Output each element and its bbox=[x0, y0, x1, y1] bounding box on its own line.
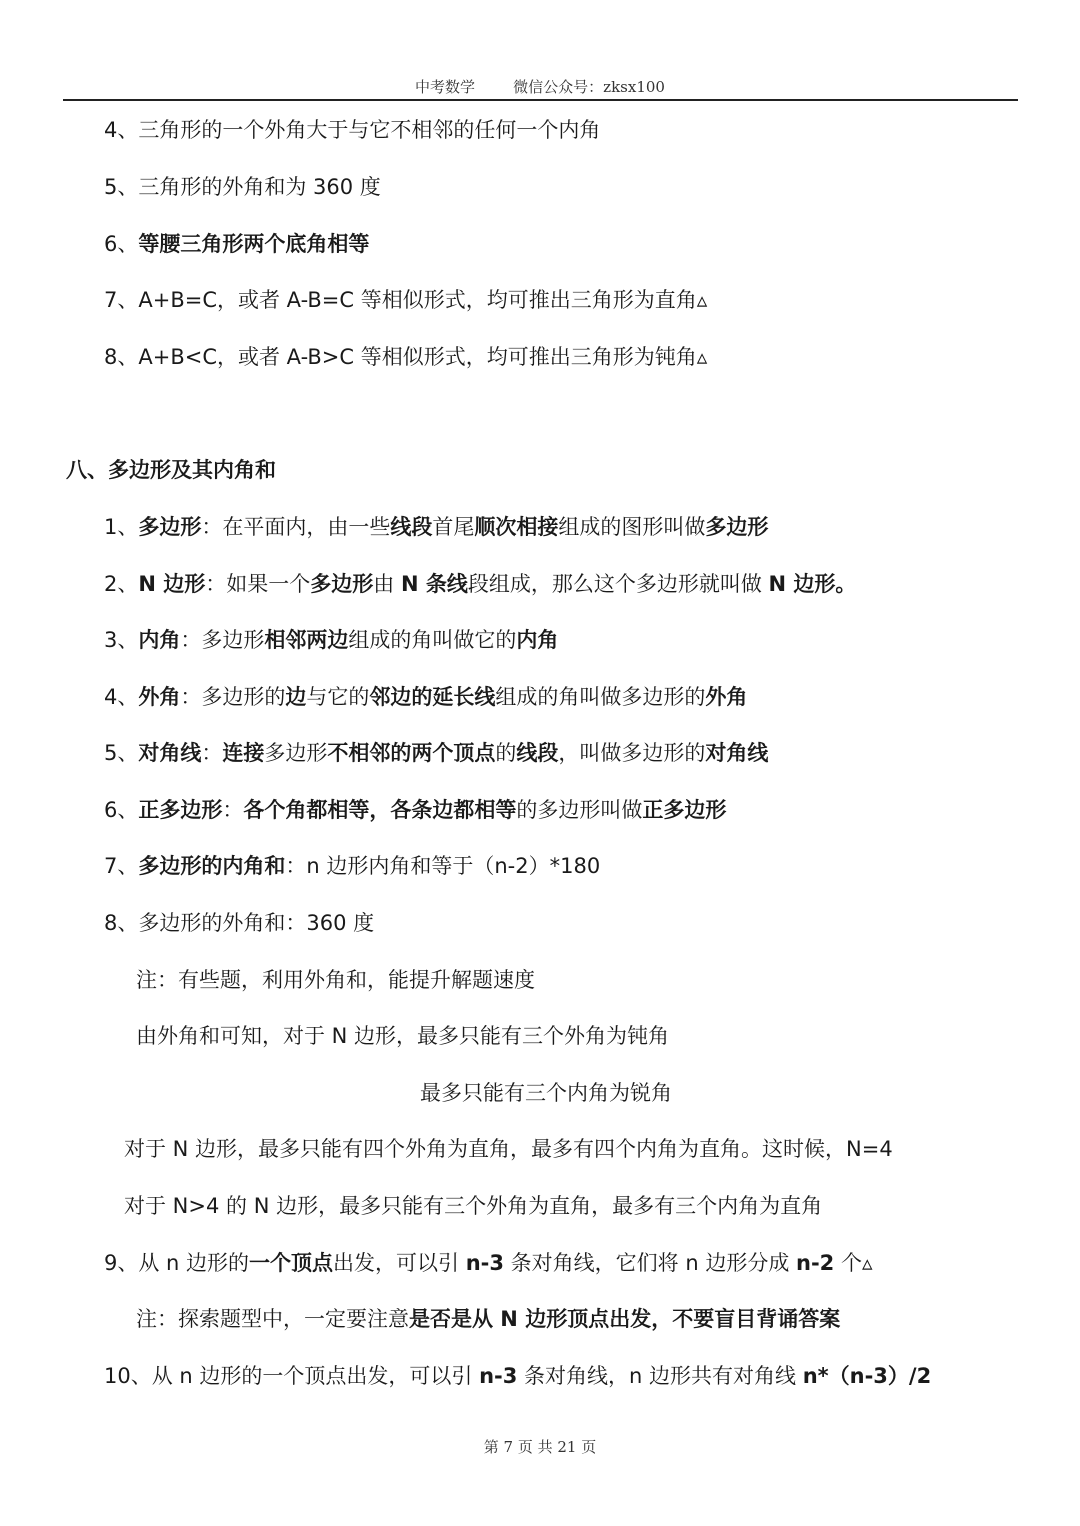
bold-text: 连接 bbox=[222, 741, 265, 765]
text-segment: 3、 bbox=[104, 628, 139, 652]
note-line bbox=[136, 1305, 840, 1333]
text-segment: 6、 bbox=[104, 232, 139, 256]
text-segment: 2、 bbox=[104, 572, 139, 596]
bold-text: 八、多边形及其内角和 bbox=[66, 458, 276, 482]
text-segment: 4、三角形的一个外角大于与它不相邻的任何一个内角 bbox=[104, 118, 601, 142]
text-segment: 条对角线，它们将 n 边形分成 bbox=[504, 1251, 797, 1275]
text-line bbox=[124, 1192, 822, 1220]
text-segment: 注：有些题，利用外角和，能提升解题速度 bbox=[136, 968, 535, 992]
text-line bbox=[104, 513, 768, 541]
bold-text: N 边形。 bbox=[768, 572, 857, 596]
bold-text: 内角 bbox=[516, 628, 559, 652]
text-segment: ，叫做多边形的 bbox=[558, 741, 706, 765]
text-segment: 9、从 n 边形的 bbox=[104, 1251, 250, 1275]
bold-text: 边 bbox=[285, 685, 307, 709]
text-line bbox=[104, 683, 747, 711]
text-segment: 首尾 bbox=[432, 515, 475, 539]
text-segment: 与它的 bbox=[306, 685, 370, 709]
text-segment: 由 bbox=[373, 572, 401, 596]
text-line bbox=[124, 1135, 893, 1163]
bold-text: 各个角都相等，各条边都相等 bbox=[243, 798, 517, 822]
text-segment: 4、 bbox=[104, 685, 139, 709]
bold-text: 多边形的内角和 bbox=[138, 854, 286, 878]
text-line bbox=[104, 570, 856, 598]
bold-text: 外角 bbox=[138, 685, 181, 709]
text-segment: 组成的角叫做它的 bbox=[348, 628, 517, 652]
text-segment: ：n 边形内角和等于（n-2）*180 bbox=[285, 854, 601, 878]
text-segment: 10、从 n 边形的一个顶点出发，可以引 bbox=[104, 1364, 480, 1388]
bold-text: N 边形 bbox=[138, 572, 206, 596]
bold-text: n-3 bbox=[479, 1364, 518, 1388]
text-segment: 个▵ bbox=[834, 1251, 873, 1275]
text-segment: 条对角线，n 边形共有对角线 bbox=[517, 1364, 803, 1388]
bold-text: 外角 bbox=[705, 685, 748, 709]
text-segment: 5、三角形的外角和为 360 度 bbox=[104, 175, 381, 199]
text-line bbox=[104, 1249, 873, 1277]
page-header: 中考数学 微信公众号：zksx100 bbox=[415, 78, 665, 96]
text-segment: ： bbox=[201, 741, 223, 765]
text-segment: 组成的角叫做多边形的 bbox=[495, 685, 706, 709]
bold-text: 线段 bbox=[390, 515, 433, 539]
text-segment: 多边形 bbox=[264, 741, 328, 765]
text-segment: 注：探索题型中，一定要注意 bbox=[136, 1307, 409, 1331]
text-segment: 5、 bbox=[104, 741, 139, 765]
bold-text: n*（n-3）/2 bbox=[802, 1364, 932, 1388]
page-footer: 第 7 页 共 21 页 bbox=[483, 1438, 597, 1456]
text-line bbox=[104, 909, 374, 937]
text-line bbox=[136, 1022, 669, 1050]
bold-text: 对角线 bbox=[138, 741, 202, 765]
bold-text: 正多边形 bbox=[138, 798, 223, 822]
text-segment: 组成的图形叫做 bbox=[558, 515, 706, 539]
text-segment: 出发，可以引 bbox=[333, 1251, 466, 1275]
text-line bbox=[104, 173, 381, 201]
text-segment: 7、A+B=C，或者 A-B=C 等相似形式，均可推出三角形为直角▵ bbox=[104, 288, 708, 312]
text-segment: ：在平面内，由一些 bbox=[201, 515, 391, 539]
note-line bbox=[136, 966, 535, 994]
text-line bbox=[104, 796, 726, 824]
text-segment: 8、多边形的外角和：360 度 bbox=[104, 911, 375, 935]
bold-text: 多边形 bbox=[138, 515, 202, 539]
text-line bbox=[420, 1079, 672, 1107]
bold-text: n-3 bbox=[465, 1251, 504, 1275]
text-segment: ：多边形的 bbox=[180, 685, 286, 709]
bold-text: 多边形 bbox=[310, 572, 374, 596]
text-segment: 对于 N 边形，最多只能有四个外角为直角，最多有四个内角为直角。这时候，N=4 bbox=[124, 1137, 893, 1161]
text-line bbox=[104, 1362, 931, 1390]
text-line bbox=[104, 626, 558, 654]
bold-text: 一个顶点 bbox=[249, 1251, 334, 1275]
text-segment: 8、A+B<C，或者 A-B>C 等相似形式，均可推出三角形为钝角▵ bbox=[104, 345, 708, 369]
text-segment: 最多只能有三个内角为锐角 bbox=[420, 1081, 672, 1105]
bold-text: 线段 bbox=[516, 741, 559, 765]
text-line bbox=[104, 230, 369, 258]
text-line bbox=[104, 739, 768, 767]
bold-text: 等腰三角形两个底角相等 bbox=[138, 232, 370, 256]
bold-text: 多边形 bbox=[705, 515, 769, 539]
bold-text: 内角 bbox=[138, 628, 181, 652]
bold-text: n-2 bbox=[796, 1251, 835, 1275]
bold-text: 邻边的延长线 bbox=[369, 685, 496, 709]
text-segment: ：多边形 bbox=[180, 628, 265, 652]
text-segment: 1、 bbox=[104, 515, 139, 539]
text-line bbox=[104, 286, 707, 314]
bold-text: 顺次相接 bbox=[474, 515, 559, 539]
header-divider bbox=[63, 99, 1018, 101]
text-segment: 6、 bbox=[104, 798, 139, 822]
bold-text: 是否是从 N 边形顶点出发，不要盲目背诵答案 bbox=[409, 1307, 841, 1331]
text-segment: 段组成，那么这个多边形就叫做 bbox=[467, 572, 769, 596]
text-segment: ：如果一个 bbox=[205, 572, 311, 596]
bold-text: 正多边形 bbox=[642, 798, 727, 822]
text-line bbox=[104, 343, 707, 371]
text-line bbox=[104, 852, 600, 880]
bold-text: 对角线 bbox=[705, 741, 769, 765]
bold-text: 相邻两边 bbox=[264, 628, 349, 652]
bold-text: 不相邻的两个顶点 bbox=[327, 741, 496, 765]
text-segment: 对于 N>4 的 N 边形，最多只能有三个外角为直角，最多有三个内角为直角 bbox=[124, 1194, 823, 1218]
text-segment: 由外角和可知，对于 N 边形，最多只能有三个外角为钝角 bbox=[136, 1024, 670, 1048]
text-segment: ： bbox=[222, 798, 244, 822]
text-segment: 7、 bbox=[104, 854, 139, 878]
text-segment: 的多边形叫做 bbox=[516, 798, 643, 822]
text-line bbox=[104, 116, 600, 144]
section-heading bbox=[66, 456, 276, 484]
text-segment: 的 bbox=[495, 741, 517, 765]
bold-text: N 条线 bbox=[400, 572, 468, 596]
